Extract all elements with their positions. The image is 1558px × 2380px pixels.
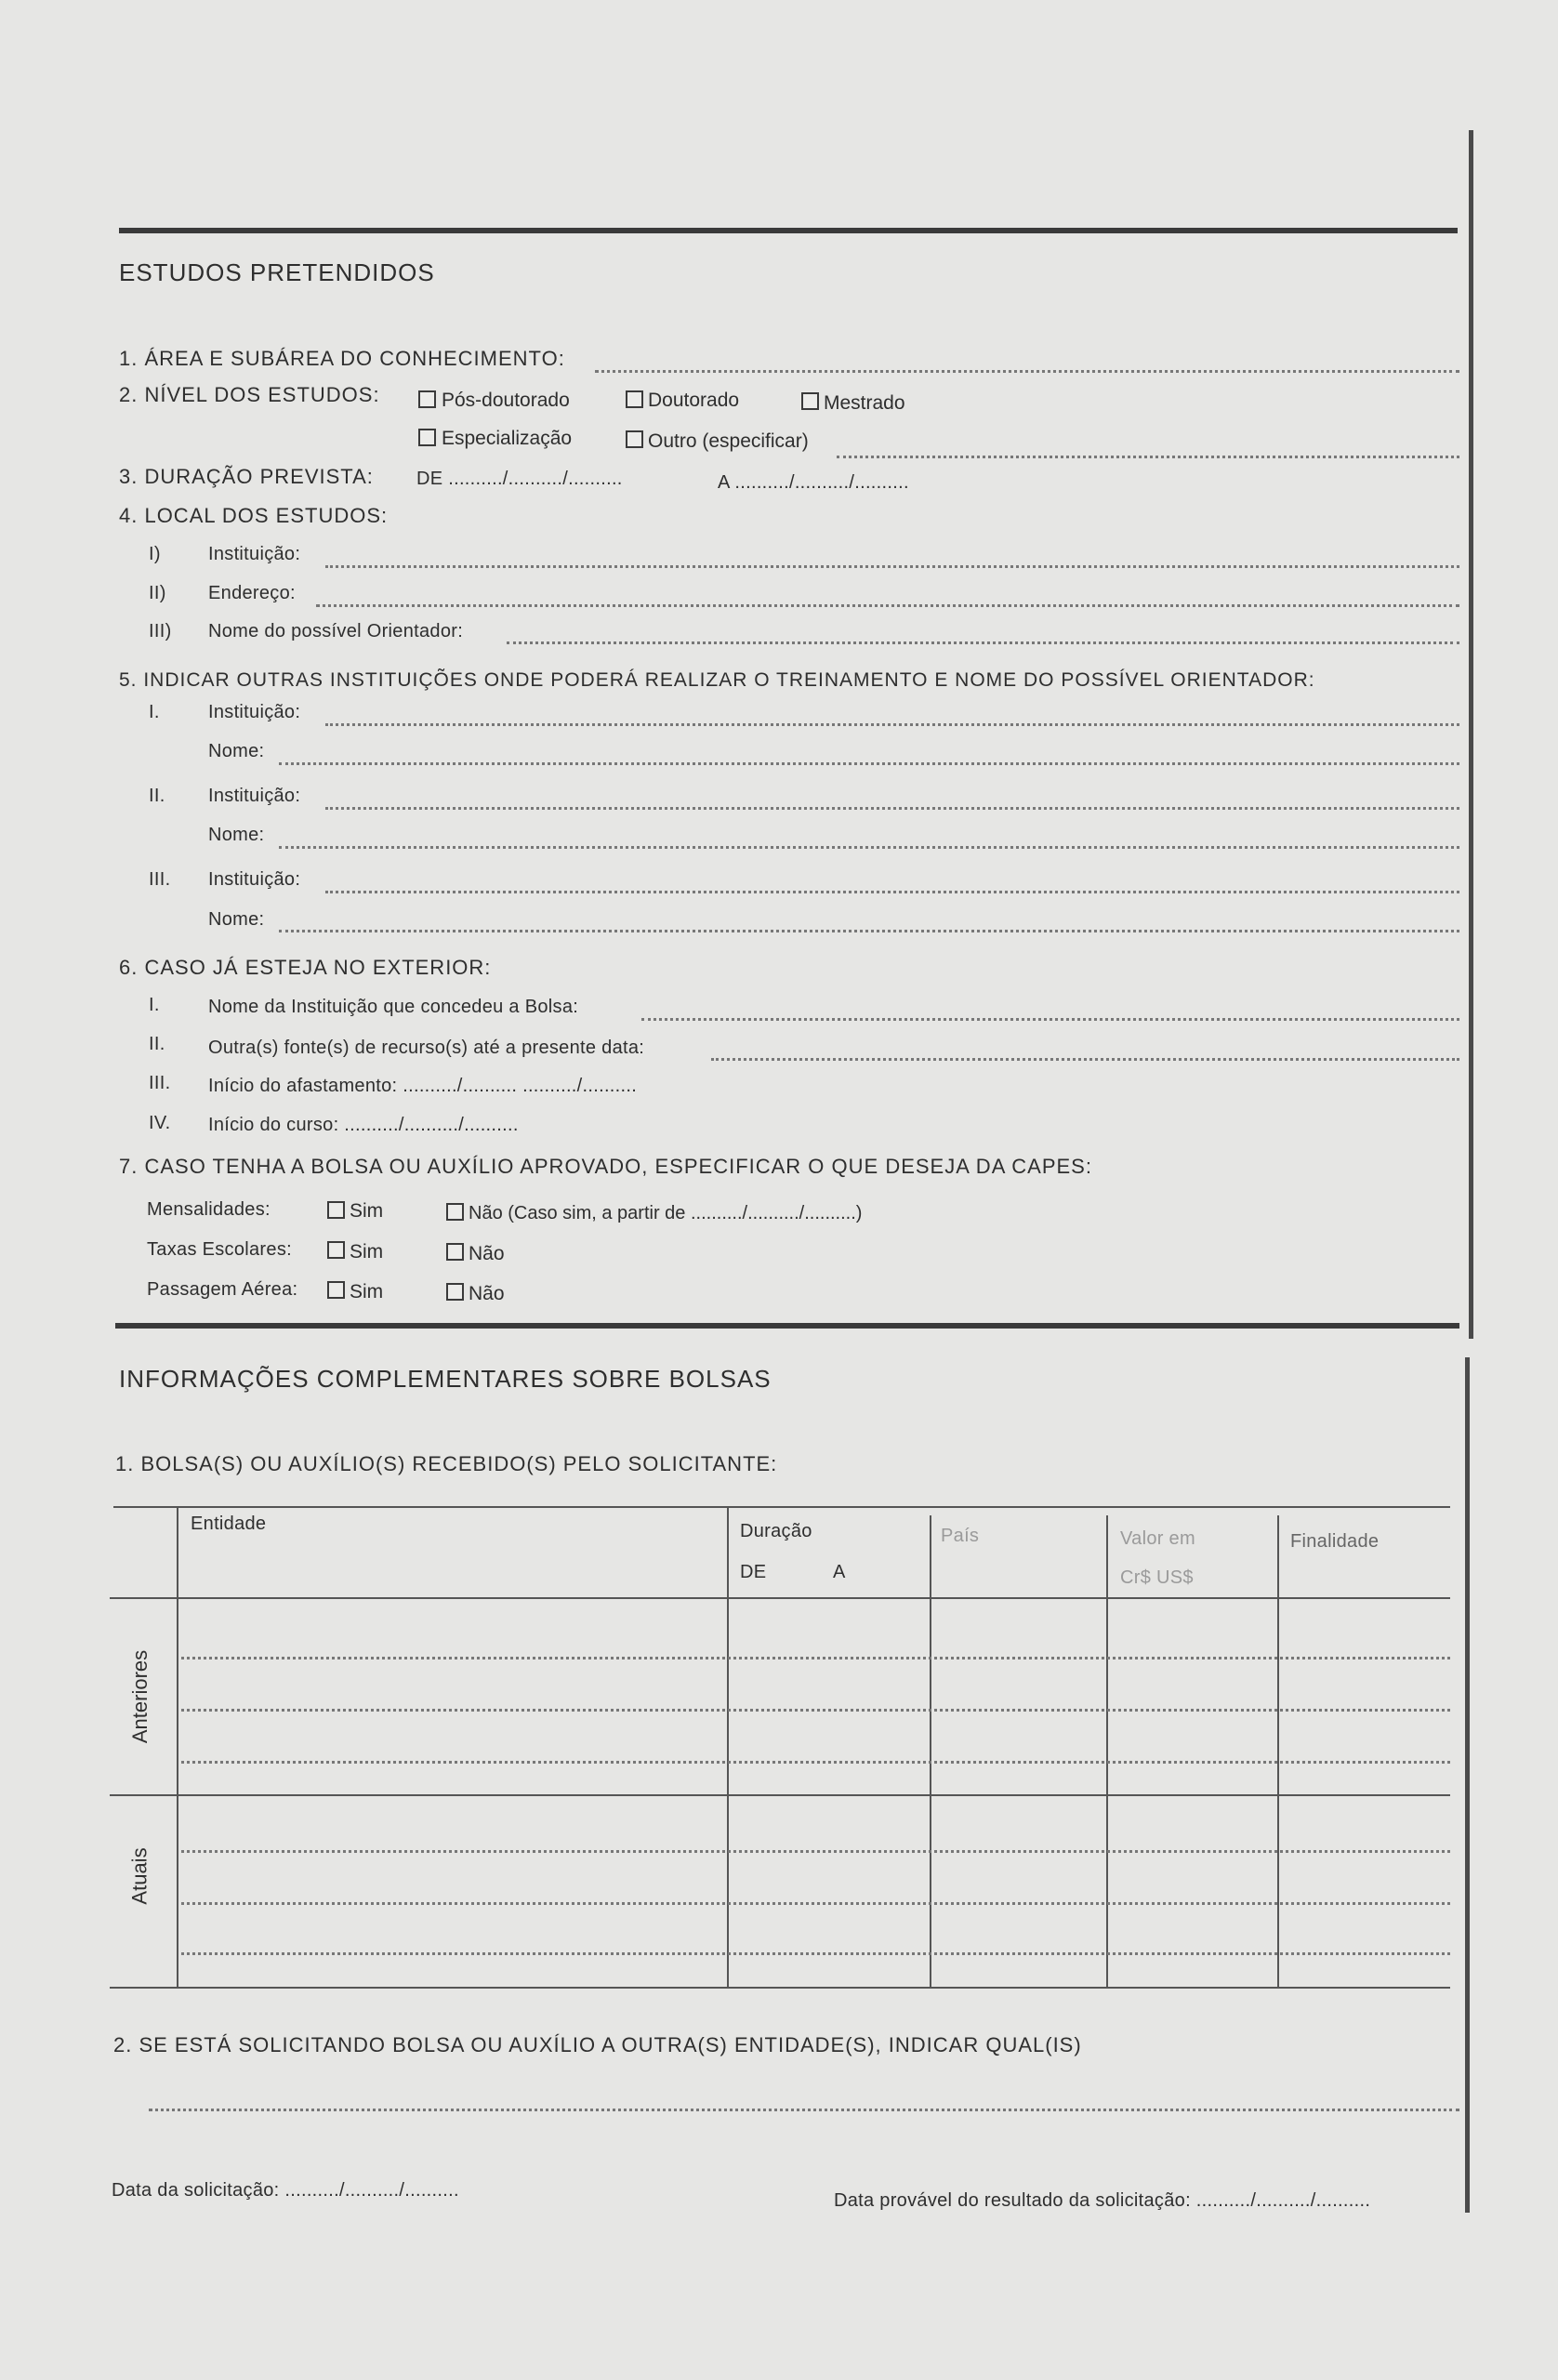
q7-row-3-sim: Sim	[350, 1281, 384, 1302]
checkbox-mensalidades-nao[interactable]	[446, 1203, 464, 1221]
checkbox-especializacao[interactable]	[418, 429, 436, 446]
table-col-divider-3	[930, 1515, 931, 1989]
table-row-line	[181, 1952, 1450, 1955]
option-doutorado-label: Doutorado	[648, 390, 740, 411]
local-item-1-num: I)	[149, 544, 161, 564]
q5-item-2-num: II.	[149, 786, 165, 806]
answer-line-local-3	[507, 641, 1459, 644]
question-local: 4. LOCAL DOS ESTUDOS:	[119, 504, 389, 527]
answer-line-outro	[837, 456, 1459, 458]
q6-item-2-label: Outra(s) fonte(s) de recurso(s) até a presente data:	[208, 1038, 645, 1058]
header-duracao: Duração	[740, 1521, 812, 1541]
q6-item-1-label: Nome da Instituição que concedeu a Bolsa:	[208, 997, 579, 1017]
q6-item-4-label: Início do curso: ........../........../..........	[208, 1115, 519, 1135]
answer-line-q5-1-inst	[325, 723, 1459, 726]
question-nivel: 2. NÍVEL DOS ESTUDOS:	[119, 383, 380, 406]
duracao-from: DE ........../........../..........	[416, 469, 623, 489]
q5-item-2-nome: Nome:	[208, 825, 265, 845]
data-resultado: Data provável do resultado da solicitação: ........../........../..........	[834, 2190, 1371, 2211]
answer-line-q5-2-inst	[325, 807, 1459, 810]
data-solicitacao: Data da solicitação: ........../........../..........	[112, 2180, 459, 2201]
q7-row-1-nao: Não (Caso sim, a partir de ........../........../..........)	[469, 1203, 863, 1223]
header-finalidade: Finalidade	[1290, 1531, 1380, 1552]
checkbox-mensalidades-sim[interactable]	[327, 1201, 345, 1219]
q7-row-1-sim: Sim	[350, 1200, 384, 1222]
q6-item-4-num: IV.	[149, 1113, 171, 1133]
header-valor: Valor em	[1120, 1528, 1195, 1549]
table-col-divider-4	[1106, 1515, 1108, 1989]
answer-line-local-1	[325, 565, 1459, 568]
question-area: 1. ÁREA E SUBÁREA DO CONHECIMENTO:	[119, 347, 565, 370]
header-de: DE	[740, 1562, 767, 1582]
q5-item-3-num: III.	[149, 869, 171, 890]
q6-item-3-label: Início do afastamento: ........../.......... ........../..........	[208, 1076, 638, 1096]
checkbox-posdoc[interactable]	[418, 390, 436, 408]
answer-line-q5-2-nome	[279, 846, 1459, 849]
right-margin-bar-lower	[1465, 1357, 1470, 2213]
checkbox-outro[interactable]	[626, 430, 643, 448]
table-row-line	[181, 1850, 1450, 1853]
local-item-1-label: Instituição:	[208, 544, 301, 564]
answer-line-q5-1-nome	[279, 762, 1459, 765]
table-row-line	[181, 1902, 1450, 1905]
header-valor-currencies: Cr$ US$	[1120, 1567, 1194, 1588]
table-header-bottom	[110, 1597, 1450, 1599]
checkbox-taxas-sim[interactable]	[327, 1241, 345, 1259]
option-posdoc-label: Pós-doutorado	[442, 390, 570, 411]
duracao-to: A ........../........../..........	[718, 472, 909, 493]
q5-item-3-inst: Instituição:	[208, 869, 301, 890]
q7-row-2-nao: Não	[469, 1243, 505, 1264]
question-bolsas-recebidas: 1. BOLSA(S) OU AUXÍLIO(S) RECEBIDO(S) PELO SOLICITANTE:	[115, 1452, 778, 1475]
answer-line-area	[595, 370, 1459, 373]
section-divider-rule	[115, 1323, 1459, 1329]
row-group-anteriores: Anteriores	[128, 1649, 152, 1744]
answer-line-q5-3-nome	[279, 930, 1459, 932]
local-item-2-num: II)	[149, 583, 166, 603]
header-a: A	[833, 1562, 846, 1582]
checkbox-mestrado[interactable]	[801, 392, 819, 410]
local-item-3-num: III)	[149, 621, 172, 641]
local-item-3-label: Nome do possível Orientador:	[208, 621, 464, 641]
table-top-border	[113, 1506, 1450, 1508]
q5-item-2-inst: Instituição:	[208, 786, 301, 806]
q5-item-1-inst: Instituição:	[208, 702, 301, 722]
checkbox-doutorado[interactable]	[626, 390, 643, 408]
row-group-atuais: Atuais	[127, 1847, 152, 1905]
section-top-rule	[119, 228, 1458, 233]
q5-item-3-nome: Nome:	[208, 909, 265, 930]
local-item-2-label: Endereço:	[208, 583, 296, 603]
table-group-divider	[110, 1794, 1450, 1796]
question-capes: 7. CASO TENHA A BOLSA OU AUXÍLIO APROVADO, ESPECIFICAR O QUE DESEJA DA CAPES:	[119, 1155, 1092, 1178]
question-duracao: 3. DURAÇÃO PREVISTA:	[119, 465, 374, 488]
right-margin-bar	[1469, 130, 1473, 1339]
question-outras-instituicoes: 5. INDICAR OUTRAS INSTITUIÇÕES ONDE PODERÁ REALIZAR O TREINAMENTO E NOME DO POSSÍVEL ORIENTADOR:	[119, 669, 1315, 691]
answer-line-outras-entidades	[149, 2109, 1459, 2111]
q7-row-1-label: Mensalidades:	[147, 1199, 271, 1220]
table-row-line	[181, 1709, 1450, 1712]
table-col-divider-5	[1277, 1515, 1279, 1989]
header-pais: País	[941, 1526, 980, 1546]
question-exterior: 6. CASO JÁ ESTEJA NO EXTERIOR:	[119, 956, 492, 979]
table-col-divider-1	[177, 1506, 178, 1989]
option-mestrado-label: Mestrado	[824, 392, 905, 414]
checkbox-passagem-nao[interactable]	[446, 1283, 464, 1301]
q6-item-1-num: I.	[149, 995, 160, 1015]
q7-row-2-sim: Sim	[350, 1241, 384, 1263]
q6-item-3-num: III.	[149, 1073, 171, 1093]
table-row-line	[181, 1761, 1450, 1764]
question-outras-entidades: 2. SE ESTÁ SOLICITANDO BOLSA OU AUXÍLIO A OUTRA(S) ENTIDADE(S), INDICAR QUAL(IS)	[113, 2033, 1082, 2056]
header-entidade: Entidade	[191, 1514, 267, 1534]
section-title-estudos: ESTUDOS PRETENDIDOS	[119, 258, 435, 286]
section-title-bolsas: INFORMAÇÕES COMPLEMENTARES SOBRE BOLSAS	[119, 1365, 772, 1393]
q7-row-3-nao: Não	[469, 1283, 505, 1304]
option-outro-label: Outro (especificar)	[648, 430, 809, 452]
answer-line-q6-1	[641, 1018, 1459, 1021]
table-bottom-border	[110, 1987, 1450, 1989]
table-row-line	[181, 1657, 1450, 1659]
q7-row-3-label: Passagem Aérea:	[147, 1279, 298, 1300]
option-especializacao-label: Especialização	[442, 428, 573, 449]
answer-line-q5-3-inst	[325, 891, 1459, 893]
q6-item-2-num: II.	[149, 1034, 165, 1054]
checkbox-passagem-sim[interactable]	[327, 1281, 345, 1299]
answer-line-local-2	[316, 604, 1459, 607]
answer-line-q6-2	[711, 1058, 1459, 1061]
q5-item-1-nome: Nome:	[208, 741, 265, 761]
table-col-divider-2	[727, 1506, 729, 1989]
checkbox-taxas-nao[interactable]	[446, 1243, 464, 1261]
q7-row-2-label: Taxas Escolares:	[147, 1239, 292, 1260]
q5-item-1-num: I.	[149, 702, 160, 722]
